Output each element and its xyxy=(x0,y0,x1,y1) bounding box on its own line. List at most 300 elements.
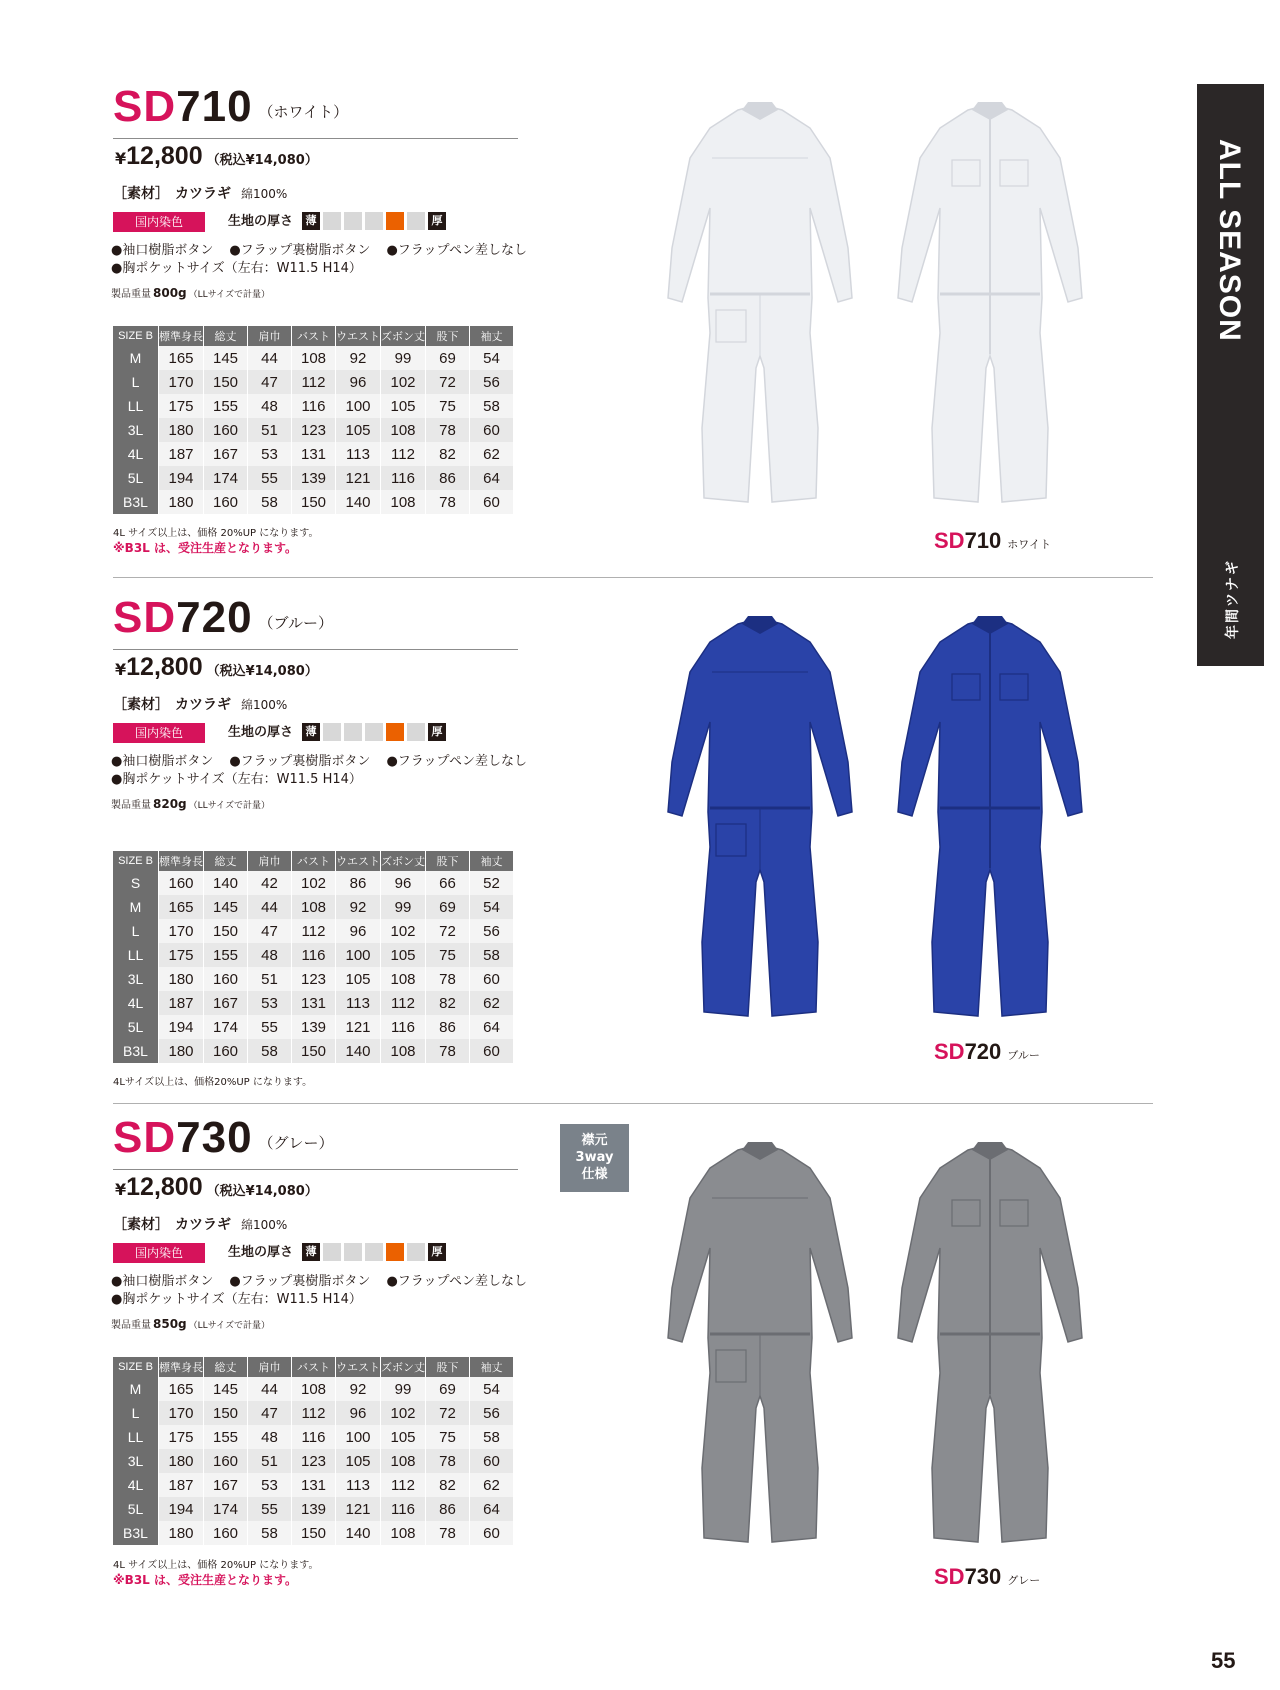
size-value: 167 xyxy=(204,991,248,1015)
size-value: 108 xyxy=(292,895,336,919)
size-value: 116 xyxy=(292,943,336,967)
size-value: 92 xyxy=(336,346,381,370)
feature: ●フラップペン差しなし xyxy=(386,1274,528,1289)
size-value: 140 xyxy=(336,490,381,514)
size-table-header: ズボン丈 xyxy=(381,1357,426,1377)
price xyxy=(115,142,318,171)
table-row xyxy=(113,1377,514,1401)
feature: ●フラップ裏樹脂ボタン xyxy=(229,754,371,769)
size-value: 180 xyxy=(159,490,204,514)
price-amount: 12,800 xyxy=(126,1173,203,1201)
size-value: 160 xyxy=(204,1521,248,1545)
caption-color: ホワイト xyxy=(1007,538,1051,551)
size-table-header: ズボン丈 xyxy=(381,851,426,871)
size-value: 139 xyxy=(292,466,336,490)
size-value: 150 xyxy=(204,1401,248,1425)
size-value: 180 xyxy=(159,1449,204,1473)
feature: ●袖口樹脂ボタン xyxy=(111,243,214,258)
product-weight xyxy=(111,285,270,300)
size-value: 75 xyxy=(426,943,470,967)
size-value: 131 xyxy=(292,991,336,1015)
image-caption xyxy=(934,1564,1040,1590)
size-value: 100 xyxy=(336,1425,381,1449)
product-weight xyxy=(111,796,270,811)
thickness-step xyxy=(407,1243,425,1261)
badge-line: 仕様 xyxy=(581,1167,608,1182)
table-row xyxy=(113,346,514,370)
features xyxy=(111,1273,543,1309)
thickness-step xyxy=(323,1243,341,1261)
size-value: 116 xyxy=(381,1015,426,1039)
size-value: 62 xyxy=(470,442,514,466)
thickness-label: 生地の厚さ xyxy=(228,725,294,740)
thickness-step xyxy=(407,723,425,741)
size-note: 4L サイズ以上は、価格 20%UP になります。 xyxy=(113,528,319,539)
size-label: L xyxy=(113,370,159,394)
table-row xyxy=(113,466,514,490)
size-table-header: 袖丈 xyxy=(470,326,514,346)
dye-badge: 国内染色 xyxy=(113,1243,205,1263)
size-value: 44 xyxy=(248,346,292,370)
weight-label: 製品重量 xyxy=(111,1320,151,1331)
table-row xyxy=(113,871,514,895)
table-row xyxy=(113,1015,514,1039)
size-value: 112 xyxy=(381,442,426,466)
size-value: 96 xyxy=(336,919,381,943)
size-value: 102 xyxy=(381,370,426,394)
thick-marker: 厚 xyxy=(428,723,446,741)
size-value: 112 xyxy=(292,1401,336,1425)
table-row xyxy=(113,1497,514,1521)
product-title xyxy=(113,82,348,132)
size-value: 69 xyxy=(426,895,470,919)
size-value: 155 xyxy=(204,1425,248,1449)
size-value: 160 xyxy=(204,967,248,991)
size-value: 58 xyxy=(248,490,292,514)
table-row xyxy=(113,919,514,943)
size-value: 62 xyxy=(470,1473,514,1497)
size-value: 102 xyxy=(381,919,426,943)
table-row xyxy=(113,418,514,442)
thickness-step-active xyxy=(386,1243,404,1261)
title-rule xyxy=(113,649,518,650)
size-value: 66 xyxy=(426,871,470,895)
size-value: 170 xyxy=(159,919,204,943)
size-value: 72 xyxy=(426,1401,470,1425)
size-table-header: 標準身長 xyxy=(159,1357,204,1377)
size-label: L xyxy=(113,1401,159,1425)
size-value: 112 xyxy=(381,991,426,1015)
size-value: 194 xyxy=(159,466,204,490)
table-row xyxy=(113,394,514,418)
table-row xyxy=(113,895,514,919)
size-value: 56 xyxy=(470,1401,514,1425)
composition: 綿100% xyxy=(241,698,288,712)
size-value: 170 xyxy=(159,370,204,394)
title-rule xyxy=(113,138,518,139)
size-value: 47 xyxy=(248,1401,292,1425)
size-label: 3L xyxy=(113,418,159,442)
size-value: 108 xyxy=(292,346,336,370)
size-value: 160 xyxy=(159,871,204,895)
price xyxy=(115,653,318,682)
feature: ●フラップペン差しなし xyxy=(386,243,528,258)
size-value: 180 xyxy=(159,967,204,991)
size-value: 52 xyxy=(470,871,514,895)
size-value: 194 xyxy=(159,1497,204,1521)
size-value: 100 xyxy=(336,943,381,967)
table-row xyxy=(113,1521,514,1545)
size-table-header: 肩巾 xyxy=(248,1357,292,1377)
fabric: カツラギ xyxy=(175,186,231,202)
code-number: 710 xyxy=(176,82,253,131)
caption-number: 730 xyxy=(964,1564,1002,1589)
badge-line: 3way xyxy=(575,1150,614,1165)
size-value: 58 xyxy=(248,1039,292,1063)
size-value: 131 xyxy=(292,1473,336,1497)
image-caption xyxy=(934,528,1051,554)
weight-value: 800g xyxy=(153,286,187,300)
size-value: 150 xyxy=(204,919,248,943)
size-value: 75 xyxy=(426,394,470,418)
size-value: 51 xyxy=(248,418,292,442)
composition: 綿100% xyxy=(241,187,288,201)
size-value: 53 xyxy=(248,991,292,1015)
size-note: 4L サイズ以上は、価格 20%UP になります。 xyxy=(113,1560,319,1571)
size-label: L xyxy=(113,919,159,943)
weight-label: 製品重量 xyxy=(111,800,151,811)
size-label: 5L xyxy=(113,1015,159,1039)
size-value: 194 xyxy=(159,1015,204,1039)
size-table-header: SIZE B xyxy=(113,326,159,346)
size-value: 100 xyxy=(336,394,381,418)
size-table xyxy=(113,1357,514,1545)
size-value: 69 xyxy=(426,346,470,370)
size-table-header: 股下 xyxy=(426,851,470,871)
size-value: 116 xyxy=(292,1425,336,1449)
thickness-label: 生地の厚さ xyxy=(228,214,294,229)
size-value: 174 xyxy=(204,466,248,490)
size-value: 112 xyxy=(292,370,336,394)
size-value: 123 xyxy=(292,967,336,991)
size-value: 145 xyxy=(204,1377,248,1401)
yen-sign: ¥ xyxy=(115,149,127,168)
feature: ●フラップ裏樹脂ボタン xyxy=(229,1274,371,1289)
size-label: LL xyxy=(113,943,159,967)
size-value: 42 xyxy=(248,871,292,895)
size-table-header: 総丈 xyxy=(204,851,248,871)
size-value: 165 xyxy=(159,895,204,919)
size-value: 78 xyxy=(426,1521,470,1545)
category-label: 年間ツナギ xyxy=(1225,559,1241,639)
thickness-step xyxy=(407,212,425,230)
product-color: （ブルー） xyxy=(258,614,333,632)
table-row xyxy=(113,370,514,394)
weight-note: （LLサイズで計量） xyxy=(188,801,270,811)
table-row xyxy=(113,1425,514,1449)
size-value: 53 xyxy=(248,442,292,466)
size-value: 108 xyxy=(381,1521,426,1545)
thickness-step xyxy=(365,212,383,230)
feature: ●フラップペン差しなし xyxy=(386,754,528,769)
thickness-scale xyxy=(302,723,446,741)
code-prefix: SD xyxy=(113,593,177,642)
price-tax: （税込¥14,080） xyxy=(206,153,318,168)
size-value: 165 xyxy=(159,1377,204,1401)
weight-value: 850g xyxy=(153,1317,187,1331)
size-value: 102 xyxy=(292,871,336,895)
table-row xyxy=(113,1473,514,1497)
size-value: 58 xyxy=(470,1425,514,1449)
feature: ●フラップ裏樹脂ボタン xyxy=(229,243,371,258)
size-value: 99 xyxy=(381,346,426,370)
coverall-back-gray xyxy=(660,1138,860,1558)
size-value: 82 xyxy=(426,991,470,1015)
size-value: 58 xyxy=(470,943,514,967)
feature: ●胸ポケットサイズ（左右：W11.5 H14） xyxy=(111,772,362,787)
size-value: 64 xyxy=(470,1015,514,1039)
material-label: ［素材］ xyxy=(113,1217,169,1233)
order-note: ※B3L は、受注生産となります。 xyxy=(113,1573,298,1587)
size-value: 140 xyxy=(336,1039,381,1063)
size-value: 86 xyxy=(426,466,470,490)
size-label: 4L xyxy=(113,1473,159,1497)
size-value: 44 xyxy=(248,895,292,919)
size-table-header: 袖丈 xyxy=(470,1357,514,1377)
thickness-step-active xyxy=(386,212,404,230)
size-value: 54 xyxy=(470,1377,514,1401)
size-value: 56 xyxy=(470,370,514,394)
size-table-header: SIZE B xyxy=(113,1357,159,1377)
yen-sign: ¥ xyxy=(115,660,127,679)
size-value: 131 xyxy=(292,442,336,466)
thick-marker: 厚 xyxy=(428,212,446,230)
size-label: 4L xyxy=(113,442,159,466)
thickness-step xyxy=(323,723,341,741)
size-value: 112 xyxy=(292,919,336,943)
feature: ●袖口樹脂ボタン xyxy=(111,1274,214,1289)
size-label: M xyxy=(113,895,159,919)
section-divider xyxy=(113,577,1153,578)
image-caption xyxy=(934,1039,1040,1065)
season-side-tab xyxy=(1197,84,1264,666)
thickness-step xyxy=(365,1243,383,1261)
composition: 綿100% xyxy=(241,1218,288,1232)
size-label: LL xyxy=(113,1425,159,1449)
code-number: 720 xyxy=(176,593,253,642)
season-label: ALL SEASON xyxy=(1213,139,1246,342)
size-value: 187 xyxy=(159,442,204,466)
size-value: 78 xyxy=(426,1449,470,1473)
table-row xyxy=(113,1401,514,1425)
thickness-step-active xyxy=(386,723,404,741)
size-value: 75 xyxy=(426,1425,470,1449)
size-value: 82 xyxy=(426,1473,470,1497)
size-value: 105 xyxy=(381,394,426,418)
product-color: （グレー） xyxy=(258,1134,334,1152)
order-note: ※B3L は、受注生産となります。 xyxy=(113,541,298,555)
section-divider xyxy=(113,1103,1153,1104)
size-table-header: 標準身長 xyxy=(159,851,204,871)
size-table-header: 総丈 xyxy=(204,326,248,346)
title-rule xyxy=(113,1169,518,1170)
table-row xyxy=(113,991,514,1015)
size-value: 56 xyxy=(470,919,514,943)
size-value: 175 xyxy=(159,394,204,418)
size-label: 5L xyxy=(113,1497,159,1521)
thin-marker: 薄 xyxy=(302,212,320,230)
dye-badge: 国内染色 xyxy=(113,723,205,743)
size-label: S xyxy=(113,871,159,895)
caption-color: グレー xyxy=(1007,1574,1041,1587)
size-value: 180 xyxy=(159,1039,204,1063)
thick-marker: 厚 xyxy=(428,1243,446,1261)
price-amount: 12,800 xyxy=(126,142,203,170)
size-table-header: ウエスト xyxy=(336,851,381,871)
size-table-header: 袖丈 xyxy=(470,851,514,871)
size-value: 121 xyxy=(336,466,381,490)
size-value: 150 xyxy=(292,490,336,514)
size-value: 72 xyxy=(426,370,470,394)
size-value: 180 xyxy=(159,418,204,442)
size-value: 78 xyxy=(426,1039,470,1063)
size-label: LL xyxy=(113,394,159,418)
size-value: 60 xyxy=(470,967,514,991)
dye-badge: 国内染色 xyxy=(113,212,205,232)
size-value: 102 xyxy=(381,1401,426,1425)
coverall-front-white xyxy=(890,98,1090,518)
size-value: 116 xyxy=(381,1497,426,1521)
caption-prefix: SD xyxy=(934,1039,965,1064)
size-value: 113 xyxy=(336,442,381,466)
caption-number: 720 xyxy=(964,1039,1002,1064)
feature: ●胸ポケットサイズ（左右：W11.5 H14） xyxy=(111,261,362,276)
size-value: 55 xyxy=(248,466,292,490)
size-value: 55 xyxy=(248,1497,292,1521)
size-value: 167 xyxy=(204,442,248,466)
thickness-label: 生地の厚さ xyxy=(228,1245,294,1260)
size-value: 105 xyxy=(381,1425,426,1449)
material xyxy=(113,694,287,714)
size-value: 108 xyxy=(292,1377,336,1401)
size-value: 60 xyxy=(470,1521,514,1545)
size-value: 140 xyxy=(204,871,248,895)
features xyxy=(111,242,543,278)
size-value: 99 xyxy=(381,1377,426,1401)
size-value: 123 xyxy=(292,1449,336,1473)
size-value: 160 xyxy=(204,1449,248,1473)
size-value: 48 xyxy=(248,1425,292,1449)
size-value: 170 xyxy=(159,1401,204,1425)
size-value: 160 xyxy=(204,490,248,514)
size-value: 139 xyxy=(292,1497,336,1521)
material xyxy=(113,183,287,203)
size-value: 150 xyxy=(204,370,248,394)
coverall-back-blue xyxy=(660,612,860,1032)
size-table-header: 股下 xyxy=(426,1357,470,1377)
thickness-step xyxy=(344,1243,362,1261)
size-value: 60 xyxy=(470,1039,514,1063)
size-value: 116 xyxy=(292,394,336,418)
size-value: 78 xyxy=(426,418,470,442)
size-value: 86 xyxy=(426,1497,470,1521)
size-value: 58 xyxy=(470,394,514,418)
size-label: 3L xyxy=(113,967,159,991)
weight-note: （LLサイズで計量） xyxy=(188,1321,270,1331)
table-row xyxy=(113,1449,514,1473)
code-prefix: SD xyxy=(113,1113,177,1162)
weight-note: （LLサイズで計量） xyxy=(188,290,270,300)
product-weight xyxy=(111,1316,270,1331)
size-value: 48 xyxy=(248,394,292,418)
caption-number: 710 xyxy=(964,528,1002,553)
thickness-step xyxy=(323,212,341,230)
size-value: 78 xyxy=(426,490,470,514)
size-value: 82 xyxy=(426,442,470,466)
size-value: 92 xyxy=(336,895,381,919)
size-value: 121 xyxy=(336,1497,381,1521)
code-prefix: SD xyxy=(113,82,177,131)
size-value: 150 xyxy=(292,1039,336,1063)
size-table-header: 股下 xyxy=(426,326,470,346)
size-value: 150 xyxy=(292,1521,336,1545)
size-value: 187 xyxy=(159,1473,204,1497)
collar-3way-badge xyxy=(560,1124,629,1192)
thickness-scale xyxy=(302,212,446,230)
size-value: 112 xyxy=(381,1473,426,1497)
caption-prefix: SD xyxy=(934,1564,965,1589)
table-row xyxy=(113,490,514,514)
size-table-header: ウエスト xyxy=(336,326,381,346)
weight-label: 製品重量 xyxy=(111,289,151,300)
size-value: 108 xyxy=(381,1039,426,1063)
material-label: ［素材］ xyxy=(113,186,169,202)
coverall-back-white xyxy=(660,98,860,518)
size-value: 113 xyxy=(336,1473,381,1497)
material-label: ［素材］ xyxy=(113,697,169,713)
size-table-header: 肩巾 xyxy=(248,851,292,871)
size-table xyxy=(113,326,514,514)
size-value: 165 xyxy=(159,346,204,370)
size-value: 139 xyxy=(292,1015,336,1039)
size-value: 145 xyxy=(204,895,248,919)
badge-line: 襟元 xyxy=(581,1133,608,1148)
size-value: 47 xyxy=(248,370,292,394)
size-table-header: バスト xyxy=(292,1357,336,1377)
features xyxy=(111,753,543,789)
size-value: 155 xyxy=(204,943,248,967)
size-table xyxy=(113,851,514,1063)
yen-sign: ¥ xyxy=(115,1180,127,1199)
size-value: 105 xyxy=(336,418,381,442)
size-value: 160 xyxy=(204,1039,248,1063)
size-value: 54 xyxy=(470,895,514,919)
size-value: 175 xyxy=(159,1425,204,1449)
size-table-header: ズボン丈 xyxy=(381,326,426,346)
size-value: 105 xyxy=(336,967,381,991)
page-number: 55 xyxy=(1211,1648,1236,1673)
size-value: 48 xyxy=(248,943,292,967)
size-value: 96 xyxy=(336,370,381,394)
size-value: 62 xyxy=(470,991,514,1015)
price xyxy=(115,1173,318,1202)
thickness-step xyxy=(365,723,383,741)
thickness-scale xyxy=(302,1243,446,1261)
size-label: B3L xyxy=(113,1039,159,1063)
size-value: 64 xyxy=(470,1497,514,1521)
size-value: 53 xyxy=(248,1473,292,1497)
size-value: 123 xyxy=(292,418,336,442)
